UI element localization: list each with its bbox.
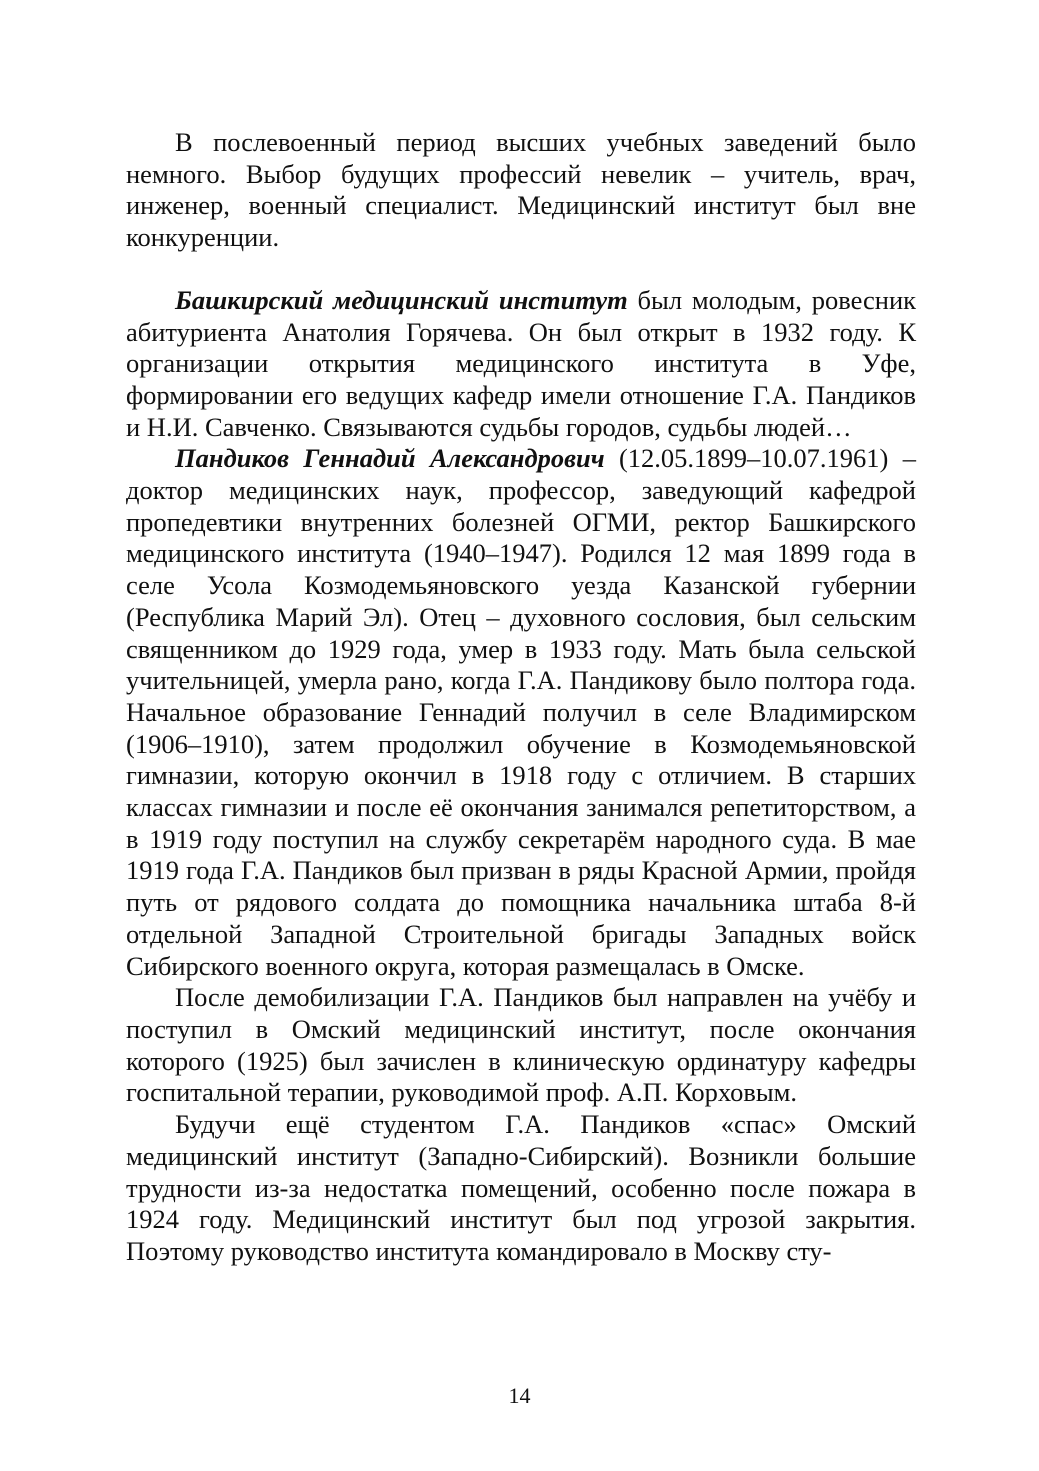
paragraph-text: После демобилизации Г.А. Пандиков был направлен на учёбу и поступил в Омский медицинский институт, после окончания которого (1925) был зачислен в клиническую ординатуру кафедры госпитальной терапии, руководимой проф. А.П. Корховым.	[126, 982, 916, 1108]
paragraph-demobilization	[126, 982, 916, 1109]
paragraph-postwar	[126, 127, 916, 254]
paragraph-text: В послевоенный период высших учебных заведений было немного. Выбор будущих профессий невелик – учитель, врач, инженер, военный специалист. Медицинский институт был вне конкуренции.	[126, 127, 916, 253]
paragraph-lead: Башкирский медицинский институт	[175, 284, 628, 315]
paragraph-text: Будучи ещё студентом Г.А. Пандиков «спас» Омский медицинский институт (Западно-Сибирский). Возникли большие трудности из-за недостатка помещений, особенно после пожара в 1924 году. Медицинский институт был под угрозой закрытия. Поэтому руководство института командировало в Москву сту-	[126, 1109, 916, 1266]
paragraph-bashkir-institute	[126, 285, 916, 444]
paragraph-pandikov-bio	[126, 443, 916, 982]
paragraph-text: (12.05.1899–10.07.1961) – доктор медицинских наук, профессор, заведующий кафедрой пропедевтики внутренних болезней ОГМИ, ректор Башкирского медицинского института (1940–1947). Родился 12 мая 1899 года в селе Усола Козмодемьяновского уезда Казанской губернии (Республика Марий Эл). Отец – духовного сословия, был сельским священником до 1929 года, умер в 1933 году. Мать была сельской учительницей, умерла рано, когда Г.А. Пандикову было полтора года. Начальное образование Геннадий получил в селе Владимирском (1906–1910), затем продолжил обучение в Козмодемьяновской гимназии, которую окончил в 1918 году с отличием. В старших классах гимназии и после её окончания занимался репетиторством, а в 1919 году поступил на службу секретарём народного суда. В мае 1919 года Г.А. Пандиков был призван в ряды Красной Армии, пройдя путь от рядового солдата до помощника начальника штаба 8-й отдельной Западной Строительной бригады Западных войск Сибирского военного округа, которая размещалась в Омске.	[126, 443, 916, 981]
page-number: 14	[508, 1383, 531, 1408]
paragraph-student-years	[126, 1109, 916, 1268]
paragraph-lead: Пандиков Геннадий Александрович	[175, 443, 605, 474]
paragraph-text: был молодым, ровесник абитуриента Анатолия Горячева. Он был открыт в 1932 году. К организации открытия медицинского института в Уфе, формировании его ведущих кафедр имели отношение Г.А. Пандиков и Н.И. Савченко. Связываются судьбы городов, судьбы людей…	[126, 284, 917, 442]
body-text	[126, 127, 916, 1268]
